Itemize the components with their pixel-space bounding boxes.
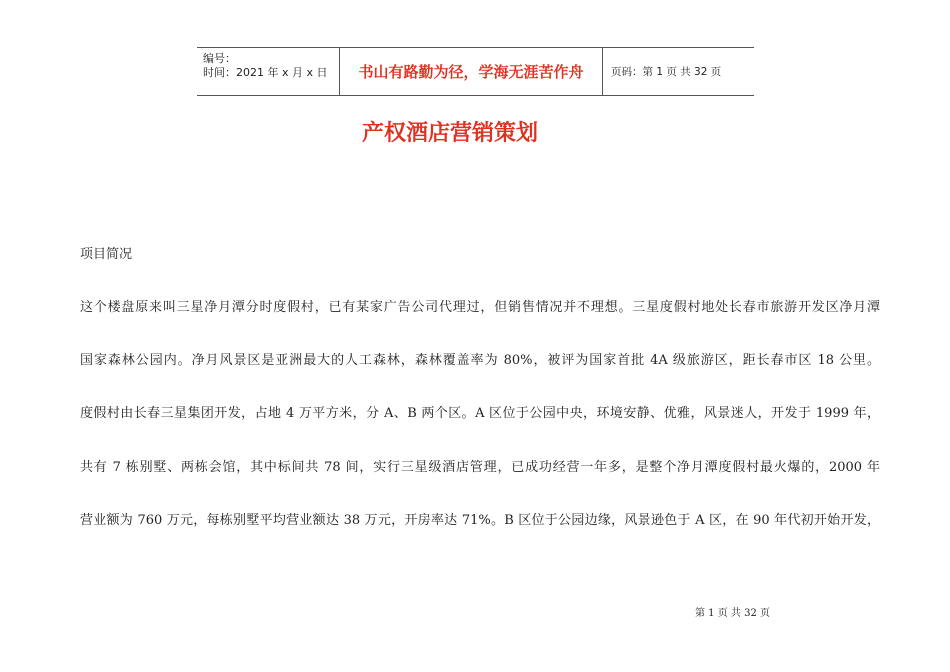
header-motto: 书山有路勤为径，学海无涯苦作舟: [340, 48, 603, 95]
paragraph-line: 度假村由长春三星集团开发，占地 4 万平方米，分 A、B 两个区。A 区位于公园中央，环境安静、优雅，风景迷人，开发于 1999 年，: [80, 406, 880, 421]
header-meta-cell: [197, 48, 340, 95]
header-table: [197, 47, 754, 96]
document-title: 产权酒店营销策划: [361, 120, 538, 146]
time-label: 时间：2021 年 x 月 x 日: [203, 66, 328, 79]
page-footer: 第 1 页 共 32 页: [695, 608, 770, 619]
paragraph-line: 这个楼盘原来叫三星净月潭分时度假村，已有某家广告公司代理过，但销售情况并不理想。三星度假村地处长春市旅游开发区净月潭: [80, 300, 880, 315]
paragraph-line: 营业额为 760 万元，每栋别墅平均营业额达 38 万元，开房率达 71%。B 区位于公园边缘，风景逊色于 A 区，在 90 年代初开始开发，: [80, 513, 880, 528]
section-heading: 项目简况: [80, 247, 133, 262]
paragraph-line: 国家森林公园内。净月风景区是亚洲最大的人工森林，森林覆盖率为 80%，被评为国家首批 4A 级旅游区，距长春市区 18 公里。: [80, 353, 880, 368]
header-page-code: 页码：第 1 页 共 32 页: [611, 66, 722, 78]
paragraph-line: 共有 7 栋别墅、两栋会馆，其中标间共 78 间，实行三星级酒店管理，已成功经营一年多，是整个净月潭度假村最火爆的，2000 年: [80, 460, 880, 475]
number-label: 编号：: [203, 52, 236, 65]
